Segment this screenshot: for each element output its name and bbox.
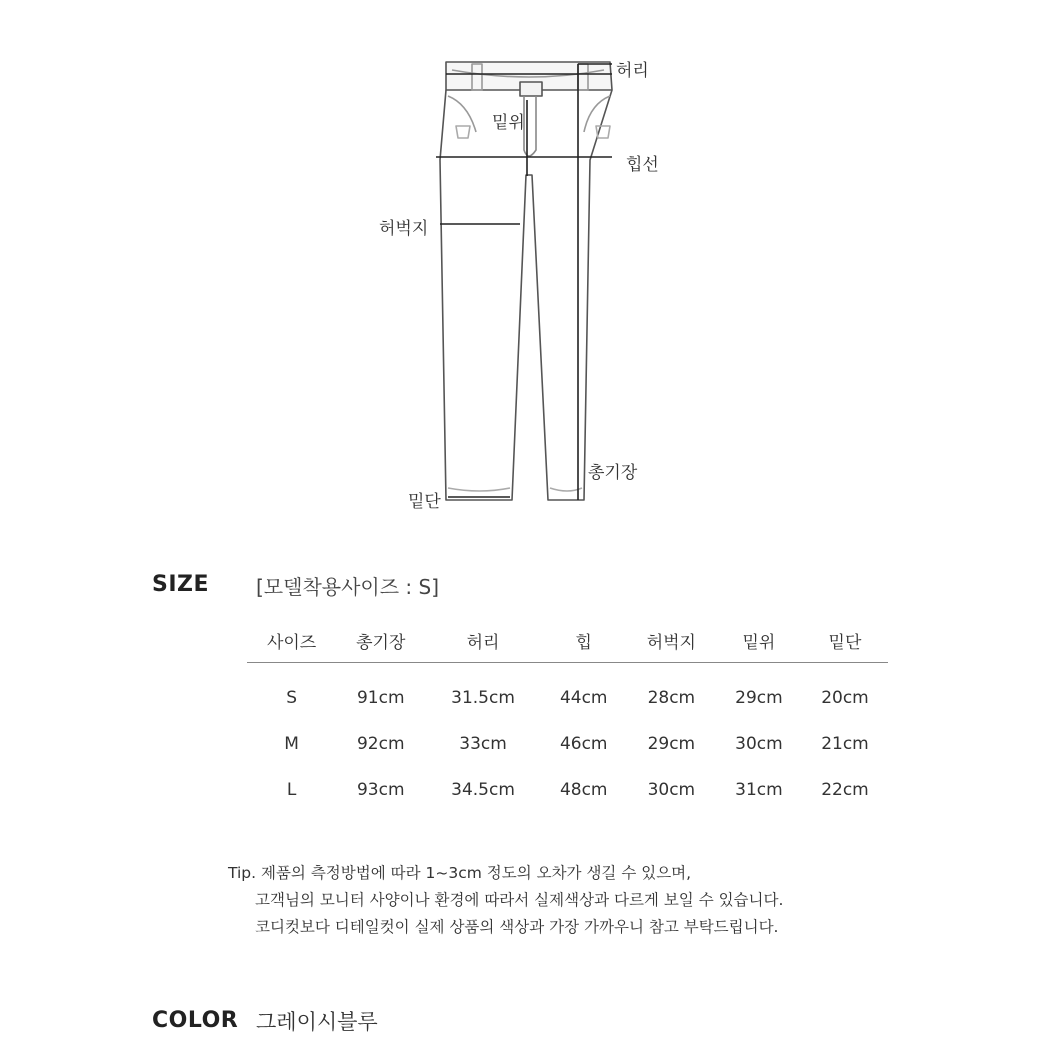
tip-line-3: 코디컷보다 디테일컷이 실제 상품의 색상과 가장 가까우니 참고 부탁드립니다. <box>255 918 779 936</box>
cell-hip: 48cm <box>559 780 608 800</box>
header-rise: 밑위 <box>716 618 802 663</box>
model-size-note: [모델착용사이즈 : S] <box>256 575 439 599</box>
cell-total-length: 91cm <box>356 688 405 708</box>
cell-size: L <box>286 780 297 800</box>
cell-waist: 31.5cm <box>451 688 515 708</box>
cell-hem: 20cm <box>821 688 869 708</box>
cell-hip: 44cm <box>559 688 608 708</box>
cell-size: S <box>286 688 297 708</box>
diagram-label-hip: 힙선 <box>626 155 659 175</box>
diagram-label-total-length: 총기장 <box>588 463 638 483</box>
color-section-title: COLOR <box>152 1008 239 1033</box>
diagram-label-rise: 밑위 <box>492 113 525 133</box>
cell-thigh: 28cm <box>647 688 696 708</box>
cell-size: M <box>284 734 299 754</box>
cell-waist: 34.5cm <box>451 780 515 800</box>
size-section-title: SIZE <box>152 572 210 597</box>
header-thigh: 허벅지 <box>627 618 716 663</box>
diagram-label-waist: 허리 <box>616 61 649 81</box>
cell-total-length: 92cm <box>356 734 405 754</box>
table-row <box>247 721 888 767</box>
tip-line-2: 고객님의 모니터 사양이나 환경에 따라서 실제색상과 다르게 보일 수 있습니다. <box>255 891 784 909</box>
header-size: 사이즈 <box>247 618 336 663</box>
header-total-length: 총기장 <box>336 618 425 663</box>
cell-waist: 33cm <box>459 734 507 754</box>
cell-hem: 21cm <box>821 734 869 754</box>
cell-hem: 22cm <box>821 780 869 800</box>
cell-total-length: 93cm <box>356 780 405 800</box>
header-hem: 밑단 <box>802 618 888 663</box>
cell-rise: 31cm <box>735 780 783 800</box>
size-table-header-row <box>247 618 888 663</box>
table-row <box>247 663 888 722</box>
tip-line-1: Tip. 제품의 측정방법에 따라 1~3cm 정도의 오차가 생길 수 있으며, <box>228 864 692 882</box>
measurement-tips <box>228 860 783 941</box>
pants-outline <box>440 62 612 500</box>
cell-thigh: 30cm <box>647 780 696 800</box>
color-value: 그레이시블루 <box>256 1010 378 1034</box>
header-hip: 힙 <box>541 618 627 663</box>
table-row <box>247 767 888 813</box>
header-waist: 허리 <box>425 618 540 663</box>
cell-hip: 46cm <box>559 734 608 754</box>
size-table <box>247 618 888 813</box>
diagram-label-hem: 밑단 <box>408 492 441 512</box>
cell-thigh: 29cm <box>647 734 696 754</box>
cell-rise: 30cm <box>735 734 783 754</box>
cell-rise: 29cm <box>735 688 783 708</box>
diagram-label-thigh: 허벅지 <box>379 219 429 239</box>
